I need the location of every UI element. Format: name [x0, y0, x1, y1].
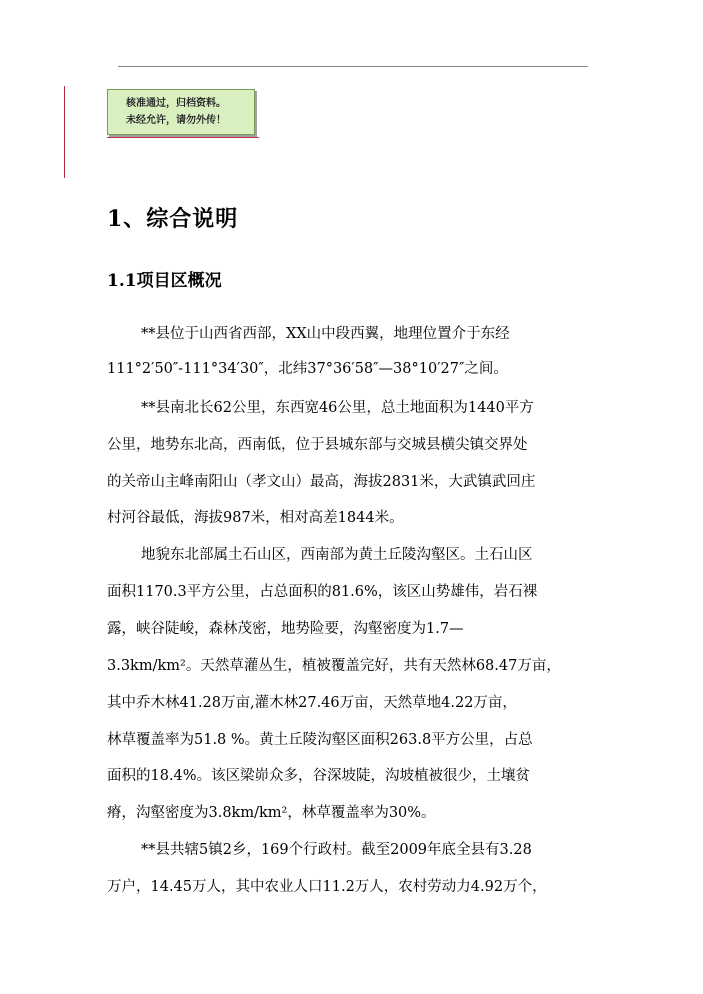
body-line: **县位于山西省西部，XX山中段西翼，地理位置介于东经: [141, 326, 510, 342]
header-rule: [118, 66, 588, 67]
body-line: 瘠，沟壑密度为3.8km/km²，林草覆盖率为30%。: [107, 805, 436, 821]
archive-stamp: [107, 89, 255, 135]
subsection-heading: 1.1项目区概况: [107, 271, 222, 291]
body-line: 111°2′50″-111°34′30″，北纬37°36′58″—38°10′27″之间。: [107, 361, 508, 377]
body-line: 的关帝山主峰南阳山（孝文山）最高，海拔2831米，大武镇武回庄: [107, 474, 536, 490]
body-line: 万户，14.45万人，其中农业人口11.2万人，农村劳动力4.92万个，: [107, 879, 547, 895]
body-line: 公里，地势东北高，西南低，位于县城东部与交城县横尖镇交界处: [107, 437, 528, 453]
body-line: **县共辖5镇2乡，169个行政村。截至2009年底全县有3.28: [141, 842, 532, 858]
body-line: 面积1170.3平方公里，占总面积的81.6%，该区山势雄伟，岩石裸: [107, 584, 538, 600]
stamp-line-1: 核准通过，归档资料。: [126, 98, 226, 109]
body-line: **县南北长62公里，东西宽46公里，总土地面积为1440平方: [141, 400, 534, 416]
body-line: 林草覆盖率为51.8 %。黄土丘陵沟壑区面积263.8平方公里，占总: [107, 732, 533, 748]
body-line: 面积的18.4%。该区梁峁众多，谷深坡陡，沟坡植被很少，土壤贫: [107, 768, 531, 784]
stamp-underline: [107, 137, 259, 138]
body-line: 村河谷最低，海拔987米，相对高差1844米。: [107, 510, 404, 526]
body-line: 其中乔木林41.28万亩,灌木林27.46万亩，天然草地4.22万亩，: [107, 695, 517, 711]
stamp-line-2: 未经允许，请勿外传！: [126, 115, 226, 126]
body-line: 地貌东北部属土石山区，西南部为黄土丘陵沟壑区。土石山区: [141, 547, 533, 563]
margin-rule: [64, 86, 65, 178]
section-heading: 1、综合说明: [107, 206, 239, 232]
body-line: 3.3km/km²。天然草灌丛生，植被覆盖完好，共有天然林68.47万亩，: [107, 658, 561, 674]
body-line: 露，峡谷陡峻，森林茂密，地势险要，沟壑密度为1.7—: [107, 621, 464, 637]
